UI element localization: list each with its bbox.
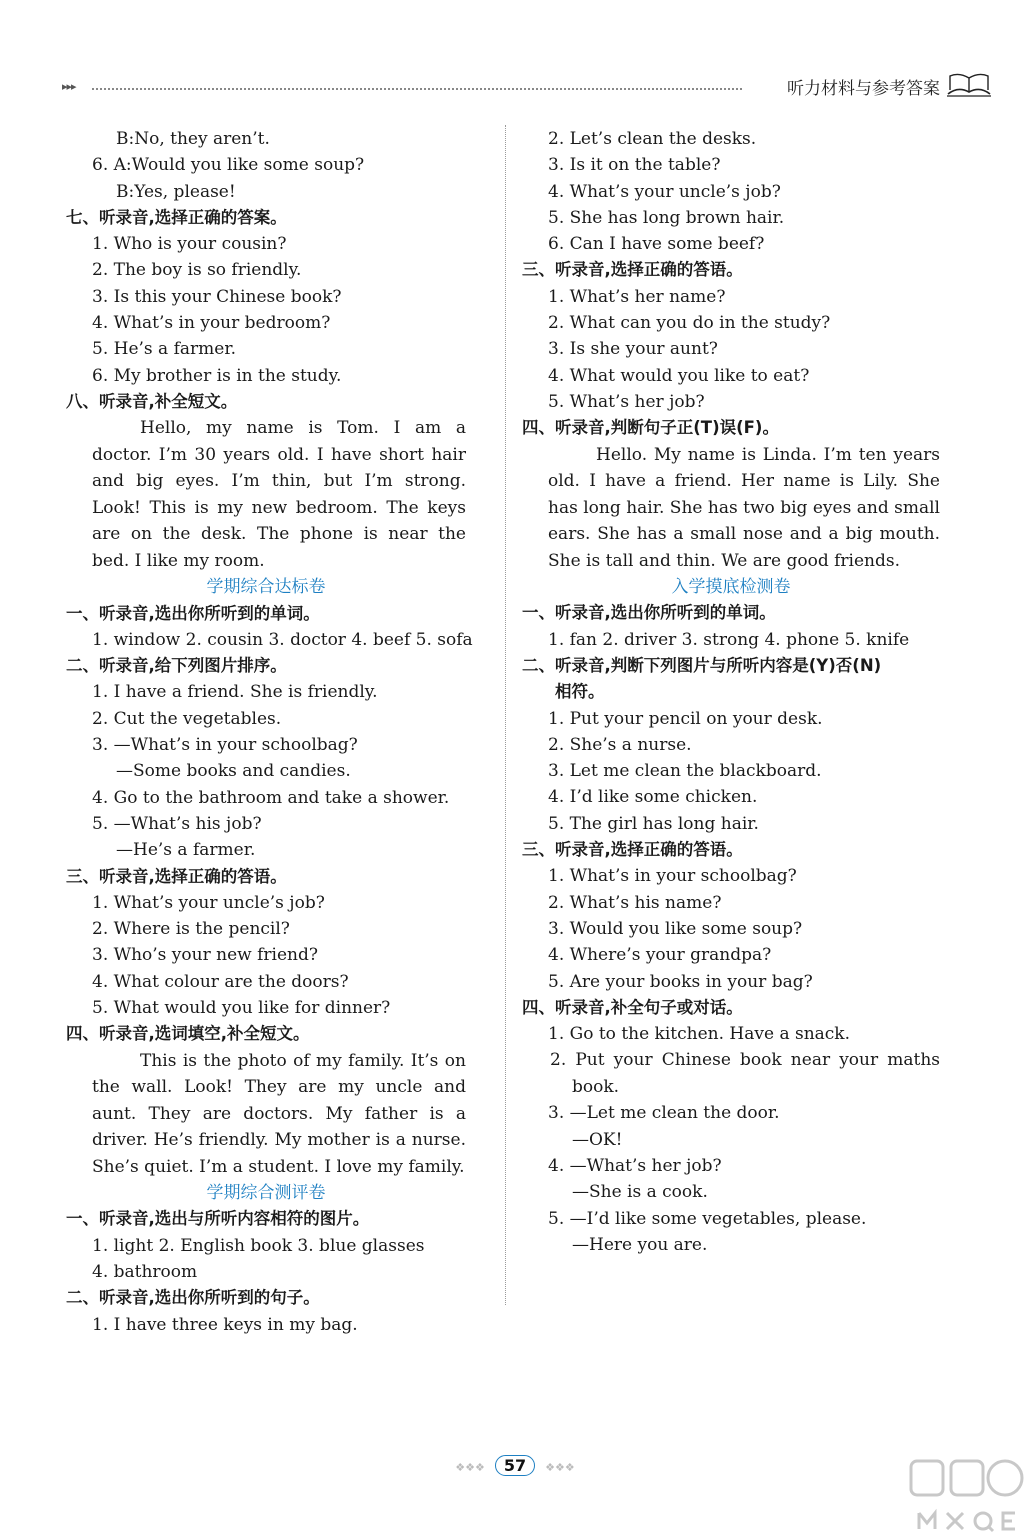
header-title: 听力材料与参考答案 (787, 79, 940, 99)
list-item: 4. Go to the bathroom and take a shower. (92, 787, 450, 808)
right-ornament-icon: ❖❖❖ (545, 1461, 575, 1474)
list-item: 1. light 2. English book 3. blue glasses (92, 1235, 425, 1256)
list-item: 2. Where is the pencil? (92, 919, 290, 940)
exam-title: 入学摸底检测卷 (671, 577, 791, 598)
arrow-marks-icon: ▸▸▸ (62, 80, 76, 93)
list-item: 3. Would you like some soup? (548, 918, 803, 939)
listening-passage: This is the photo of my family. It’s on the wall. Look! They are my uncle and aunt. They are doctors. My father is a driver. He’s friendly. My mother is a nurse. She’s quiet. I’m a student. I love my family. (92, 1050, 466, 1177)
list-item: —Here you are. (572, 1234, 708, 1255)
header-dotted-rule (92, 88, 742, 90)
list-item: 3. —Let me clean the door. (548, 1103, 780, 1124)
section-heading: 相符。 (522, 682, 605, 702)
list-item: 4. bathroom (92, 1262, 198, 1282)
list-item: 6. A:Would you like some soup? (92, 155, 365, 176)
exam-title: 学期综合测评卷 (206, 1183, 326, 1204)
list-item: 5. What’s her job? (548, 391, 705, 412)
left-column (66, 126, 473, 1338)
list-item: 1. Who is your cousin? (92, 234, 287, 255)
list-item: B:Yes, please! (116, 181, 236, 202)
list-item: 4. What would you like to eat? (548, 365, 810, 386)
list-item: 4. I’d like some chicken. (548, 787, 758, 808)
list-item: 2. What’s his name? (548, 892, 722, 913)
list-item: 2. Cut the vegetables. (92, 708, 282, 729)
section-heading: 二、听录音,判断下列图片与所听内容是(Y)否(N) (522, 655, 882, 675)
list-item: —OK! (572, 1129, 623, 1150)
open-book-icon (946, 72, 992, 98)
list-item: 2. What can you do in the study? (548, 313, 831, 334)
list-item: 5. She has long brown hair. (548, 207, 785, 228)
section-heading: 三、听录音,选择正确的答语。 (522, 260, 743, 280)
list-item: 2. The boy is so friendly. (92, 260, 302, 281)
list-item: 2. Put your Chinese book near your maths book. (550, 1050, 940, 1097)
list-item: 5. The girl has long hair. (548, 813, 759, 834)
listening-passage: Hello, my name is Tom. I am a doctor. I’m 30 years old. I have short hair and big eyes. I’m thin, but I’m strong. Look! This is my new bedroom. The keys are on the desk. The phone is near the bed. I like my room. (92, 418, 466, 571)
section-heading: 一、听录音,选出你所听到的单词。 (66, 603, 320, 623)
section-heading: 三、听录音,选择正确的答语。 (522, 840, 743, 860)
list-item: 1. What’s her name? (548, 286, 726, 307)
listening-passage: Hello. My name is Linda. I’m ten years old. I have a friend. Her name is Lily. She has long hair. She has two big eyes and small ears. She has a small nose and a big mouth. She is tall and thin. We are good friends. (548, 444, 940, 571)
section-heading: 二、听录音,选出你所听到的句子。 (66, 1288, 320, 1308)
section-heading: 三、听录音,选择正确的答语。 (66, 866, 287, 886)
list-item: 2. She’s a nurse. (548, 734, 692, 755)
list-item: 3. Is it on the table? (548, 155, 721, 176)
column-divider (505, 125, 506, 1305)
watermark-logo-icon (905, 1455, 1030, 1536)
list-item: 1. I have three keys in my bag. (92, 1314, 358, 1335)
list-item: 6. Can I have some beef? (548, 234, 765, 255)
page-header (62, 72, 992, 102)
left-ornament-icon: ❖❖❖ (455, 1461, 485, 1474)
list-item: 5. What would you like for dinner? (92, 998, 391, 1019)
list-item: 4. What colour are the doors? (92, 971, 349, 992)
list-item: 1. window 2. cousin 3. doctor 4. beef 5. sofa (92, 629, 473, 650)
list-item: 2. Let’s clean the desks. (548, 129, 757, 149)
page-number-area (0, 1455, 1030, 1476)
list-item: 3. Is this your Chinese book? (92, 286, 342, 307)
list-item: 5. —What’s his job? (92, 813, 262, 834)
section-heading: 四、听录音,选词填空,补全短文。 (66, 1024, 310, 1044)
list-item: 1. Go to the kitchen. Have a snack. (548, 1024, 851, 1045)
list-item: 6. My brother is in the study. (92, 365, 342, 386)
section-heading: 四、听录音,补全句子或对话。 (522, 997, 743, 1017)
list-item: B:No, they aren’t. (116, 129, 270, 149)
list-item: 1. fan 2. driver 3. strong 4. phone 5. knife (548, 629, 910, 650)
list-item: 5. Are your books in your bag? (548, 971, 813, 992)
list-item: 1. What’s in your schoolbag? (548, 866, 797, 887)
list-item: 4. Where’s your grandpa? (548, 945, 772, 966)
list-item: 3. —What’s in your schoolbag? (92, 735, 358, 756)
list-item: 5. —I’d like some vegetables, please. (548, 1208, 867, 1229)
list-item: —She is a cook. (572, 1182, 708, 1203)
right-column (522, 126, 940, 1258)
section-heading: 四、听录音,判断句子正(T)误(F)。 (522, 418, 779, 438)
page-number: 57 (495, 1455, 535, 1476)
list-item: 1. I have a friend. She is friendly. (92, 682, 378, 703)
list-item: 4. —What’s her job? (548, 1156, 722, 1176)
list-item: 5. He’s a farmer. (92, 339, 236, 360)
list-item: 4. What’s your uncle’s job? (548, 181, 781, 202)
list-item: 3. Let me clean the blackboard. (548, 761, 822, 782)
section-heading: 八、听录音,补全短文。 (66, 391, 238, 411)
list-item: 3. Is she your aunt? (548, 339, 718, 360)
exam-title: 学期综合达标卷 (206, 577, 326, 598)
list-item: 1. What’s your uncle’s job? (92, 892, 325, 913)
list-item: —He’s a farmer. (116, 840, 256, 861)
section-heading: 二、听录音,给下列图片排序。 (66, 656, 287, 676)
list-item: 3. Who’s your new friend? (92, 945, 318, 966)
section-heading: 一、听录音,选出你所听到的单词。 (522, 603, 776, 623)
list-item: 1. Put your pencil on your desk. (548, 708, 823, 729)
section-heading: 一、听录音,选出与所听内容相符的图片。 (66, 1209, 370, 1229)
list-item: —Some books and candies. (116, 761, 351, 782)
section-heading: 七、听录音,选择正确的答案。 (66, 207, 287, 227)
list-item: 4. What’s in your bedroom? (92, 313, 331, 334)
